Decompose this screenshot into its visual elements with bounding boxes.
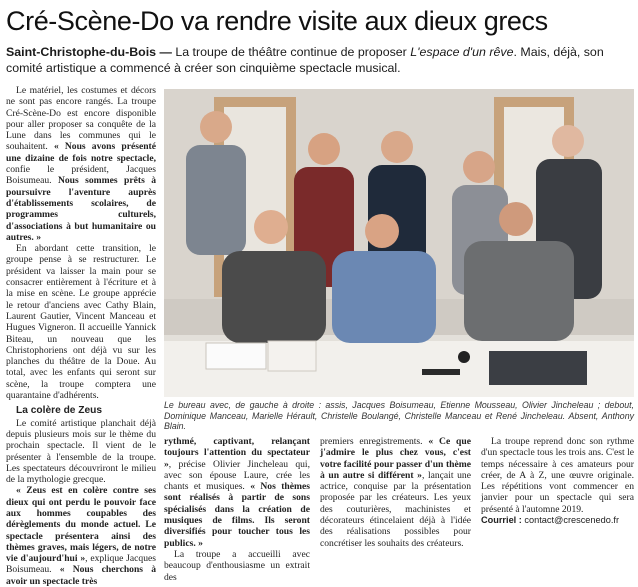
paragraph [6,85,156,243]
quote-run: « Ce que j'admire le plus chez vous, c'est votre facilité pour passer d'un thème à un autre si différent » [320,436,471,481]
photo-caption: Le bureau avec, de gauche à droite : assis, Jacques Boisumeau, Etienne Mousseau, Olivier Jincheleau ; debout, Dominique Manceau, Marielle Hérault, Christelle Boulangé, Christelle Manceau et René Jincheleau. Absent, Anthony Blain. [164,400,634,432]
paragraph: La troupe reprend donc son rythme d'un spectacle tous les trois ans. C'est le temps nécessaire à ces amateurs pour créer, de A à Z, une œuvre originale. Les répétitions vont commencer en janvier pour un spectacle qui sera présenté à l'automne 2019. [481,436,634,515]
paragraph: Le comité artistique planchait déjà depuis plusieurs mois sur le thème du prochain spectacle. Il vient de le présenter à l'ensemble de la troupe. Les spectateurs découvriront le milieu de la mythologie grecque. [6,417,156,486]
paragraph [6,485,156,587]
lede-text-2: . Mais, déjà, son comité artistique a commencé à créer son cinquième spectacle musical. [6,45,604,75]
contact-label: Courriel : [481,515,522,526]
paragraph: En abordant cette transition, le groupe pense à se restructurer. Le président va laisser la main pour se consacrer entièrement à l'écriture et à la mise en scène. Le groupe apprécie le retour d'anciens avec Cathy Blain, Laurent Gautier, Vincent Manceau et Hugues Vigneron. Il accueille Yannick Biteau, un nouveau que les Christophoriens ont déjà vu sur les planches du théâtre de la Doue. Au total, avec les enfants qui seront sur scène, la troupe comptera une quarantaine d'adhérents. [6,243,156,402]
group-photo [164,89,634,397]
show-title: L'espace d'un rêve [410,45,514,59]
contact-line [481,515,634,526]
lede-text-1: La troupe de théâtre continue de proposer [171,45,411,59]
article-column-3 [320,436,471,549]
dateline: Saint-Christophe-du-Bois — [6,45,172,59]
text-run: , lançait une actrice, conquise par la présentation proposée par les créateurs. Les yeux des couturières, machinistes et décorateurs étincelaient déjà à l'idée des réalisations possibles pour concrétiser les souhaits des créateurs. [320,469,471,549]
quote-run: « Nous avons présenté une dizaine de fois notre spectacle, [6,141,156,164]
text-run: , explique Jacques Boisumeau. [6,553,156,576]
paragraph [320,436,471,549]
paragraph [164,436,310,549]
text-run: , précise Olivier Jincheleau qui, avec son épouse Laure, crée les chants et musiques. [164,458,310,493]
text-run: Le matériel, les costumes et décors ne sont pas encore rangés. La troupe Cré-Scène-Do est encore disponible pour aller proposer sa conquête de la Lune dans les communes qui le souhaitent. [6,85,156,153]
paragraph: La troupe a accueilli avec beaucoup d'enthousiasme un extrait des [164,548,310,583]
contact-email[interactable]: contact@crescenedo.fr [521,515,620,526]
article-column-4 [481,436,634,526]
article-column-1 [6,85,156,587]
section-subhead: La colère de Zeus [16,405,103,417]
text-run: premiers enregistrements. [320,436,423,447]
article-lede [6,45,632,76]
text-run: confie le président, Jacques Boisumeau. [6,164,156,187]
quote-run: Nous sommes prêts à poursuivre l'aventure auprès d'établissements scolaires, de programmes culturels, d'associations à but humanitaire ou autres. » [6,175,156,243]
article-headline: Cré-Scène-Do va rendre visite aux dieux grecs [6,6,548,36]
quote-run: « Zeus est en colère contre ses dieux qui ont perdu le pouvoir face aux hommes coupables des dérèglements du monde actuel. Le spectacle présentera ainsi des thèmes graves, mais légers, de notre vie d'aujourd'hui » [6,485,156,565]
quote-run: rythmé, captivant, relançant toujours l'attention du spectateur » [164,436,310,470]
quote-run: « Nos thèmes sont réalisés à partir de sons spécialisés dans la création de musiques de films. Ils seront diversifiés pour toucher tous les publics. » [164,481,310,549]
group-photo-illustration [164,89,634,397]
quote-run: « Nous cherchons à avoir un spectacle très [6,564,156,587]
article-column-2 [164,436,310,583]
